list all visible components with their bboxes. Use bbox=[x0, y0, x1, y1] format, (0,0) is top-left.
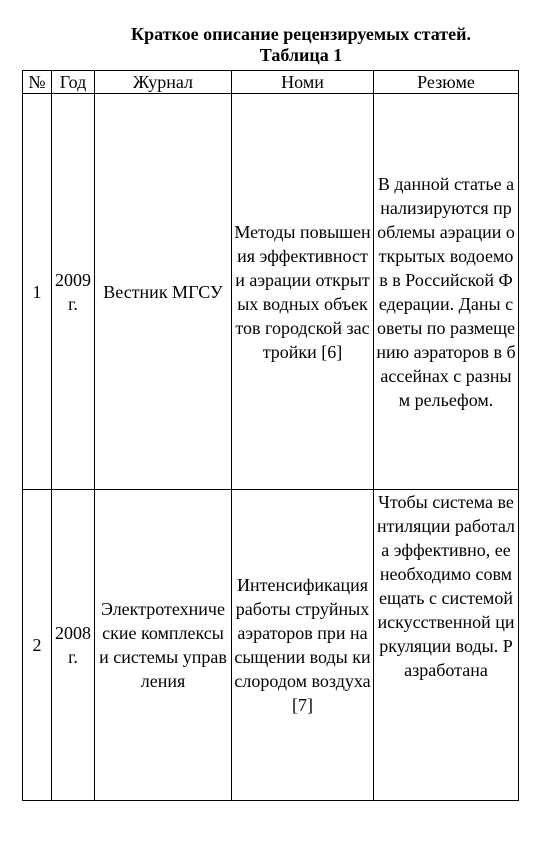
cell-year: 2009 г. bbox=[52, 94, 95, 490]
header-names: Номи bbox=[232, 71, 374, 94]
cell-journal: Электротехнические комплексы и системы управления bbox=[95, 490, 232, 801]
cell-names: Методы повышения эффективности аэрации открытых водных объектов городской застройки [6] bbox=[232, 94, 374, 490]
header-num: № bbox=[23, 71, 52, 94]
cell-journal: Вестник МГСУ bbox=[95, 94, 232, 490]
cell-summary: В данной статье анализируются проблемы аэрации открытых водоемов в Российской Федерации. Даны советы по размещению аэраторов в бассейнах с разным рельефом. bbox=[374, 94, 519, 490]
header-summary: Резюме bbox=[374, 71, 519, 94]
table-header-row bbox=[23, 71, 519, 94]
table-title-line2: Таблица 1 bbox=[259, 45, 343, 65]
cell-summary-text: Чтобы система вентиляции работала эффективно, ее необходимо совмещать с системой искусственной циркуляции воды. Разработана bbox=[377, 492, 515, 680]
table-title bbox=[96, 24, 506, 66]
cell-num: 1 bbox=[23, 94, 52, 490]
review-table bbox=[22, 70, 519, 801]
cell-year: 2008 г. bbox=[52, 490, 95, 801]
table-row bbox=[23, 94, 519, 490]
table-title-line1: Краткое описание рецензируемых статей. bbox=[131, 24, 471, 44]
cell-num: 2 bbox=[23, 490, 52, 801]
cell-summary bbox=[374, 490, 519, 801]
header-year: Год bbox=[52, 71, 95, 94]
cell-names: Интенсификация работы струйных аэраторов при насыщении воды кислородом воздуха [7] bbox=[232, 490, 374, 801]
table-row bbox=[23, 490, 519, 801]
header-journal: Журнал bbox=[95, 71, 232, 94]
